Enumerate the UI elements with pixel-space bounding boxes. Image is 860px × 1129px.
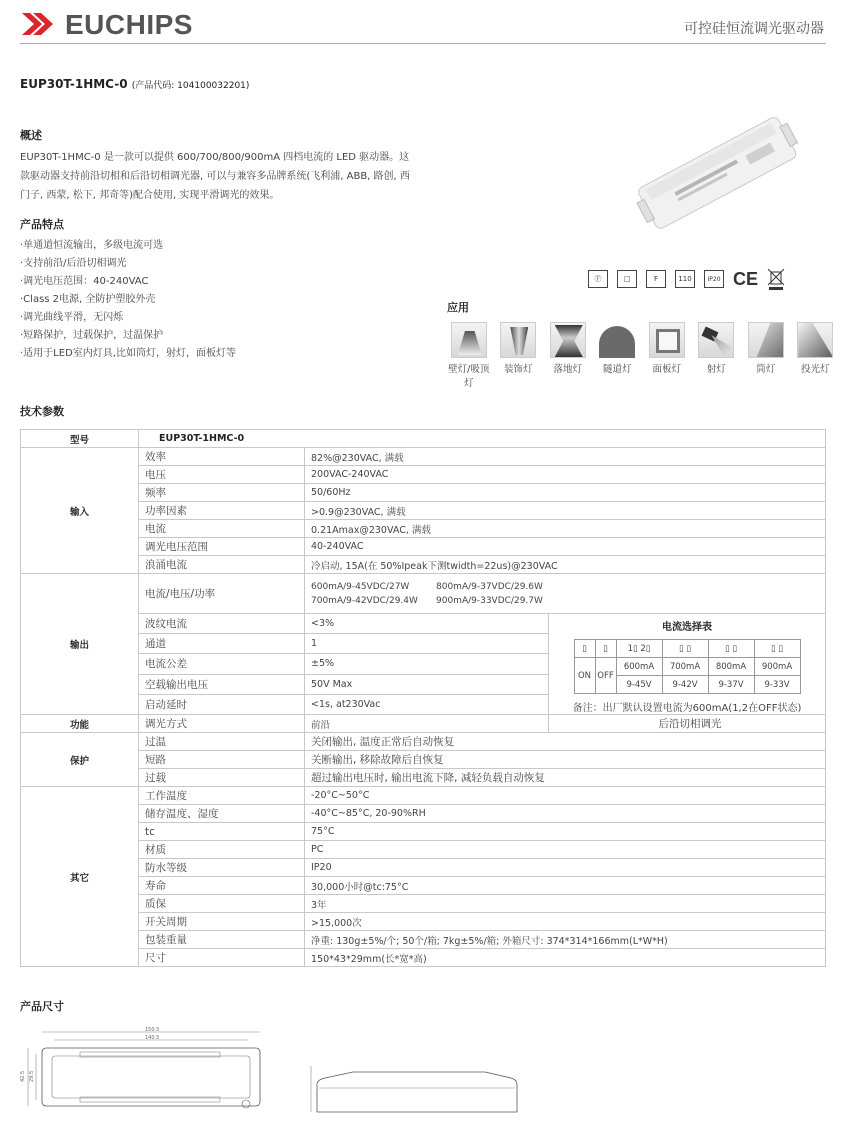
table-row: 频率 50/60Hz (21, 484, 826, 502)
table-row: 寿命 30,000小时@tc:75°C (21, 877, 826, 895)
table-row: 储存温度、湿度 -40°C~85°C, 20-90%RH (21, 805, 826, 823)
dip-switch-table: ▯ ▯ 1▯ 2▯ ▯ ▯ ▯ ▯ ▯ ▯ ON OFF 600mA 700mA 800mA 900mA 9-45V 9-42V 9-37V 9-33V (574, 639, 801, 694)
decorative-lamp-icon (500, 322, 536, 358)
table-row: 功率因素 >0.9@230VAC, 满载 (21, 502, 826, 520)
dip-switch-icon: ▯ ▯ (724, 643, 738, 654)
ip20-icon: IP20 (704, 270, 724, 288)
model-title (20, 77, 249, 91)
table-row: 短路 关断输出, 移除故障后自恢复 (21, 751, 826, 769)
app-floor: 落地灯 (543, 322, 593, 391)
table-row: 其它 工作温度 -20°C~50°C (21, 787, 826, 805)
protection-label: 保护 (21, 733, 139, 787)
app-spot: 射灯 (692, 322, 742, 391)
table-row: 输入 效率 82%@230VAC, 满载 (21, 448, 826, 466)
app-tunnel: 隧道灯 (593, 322, 643, 391)
table-row: 尺寸 150*43*29mm(长*宽*高) (21, 949, 826, 967)
dim-height-2: 29.5 (29, 1070, 35, 1082)
dip-switch-icon: ▯ (603, 643, 608, 654)
temperature-icon: 110 (675, 270, 695, 288)
spec-table (20, 429, 826, 967)
features-list (20, 237, 236, 363)
feature-item: ·调光曲线平滑，无闪烁 (20, 312, 124, 323)
floor-lamp-icon (550, 322, 586, 358)
feature-item: ·短路保护，过载保护，过温保护 (20, 330, 164, 341)
table-row (21, 430, 826, 448)
app-decorative: 装饰灯 (494, 322, 544, 391)
table-row: 启动延时 <1s, at230Vac (21, 694, 826, 714)
model-name: EUP30T-1HMC-0 (20, 77, 128, 91)
ce-icon: CE (733, 268, 759, 289)
feature-item: ·支持前沿/后沿切相调光 (20, 258, 127, 269)
table-row: 功能 调光方式 前沿 后沿切相调光 (21, 715, 826, 733)
applications-list (444, 322, 840, 391)
table-row: tc 75°C (21, 823, 826, 841)
dim-height-1: 42.5 (20, 1070, 26, 1082)
app-panel: 面板灯 (642, 322, 692, 391)
table-row: 质保 3年 (21, 895, 826, 913)
other-label: 其它 (21, 787, 139, 967)
certification-icons (588, 267, 785, 291)
feature-item: ·单通道恒流输出，多级电流可选 (20, 240, 164, 251)
floodlight-icon (797, 322, 833, 358)
dim-length-2: 140.5 (145, 1035, 160, 1041)
table-row: 保护 过温 关闭输出, 温度正常后自动恢复 (21, 733, 826, 751)
current-note: 备注：出厂默认设置电流为600mA(1,2在OFF状态) (572, 703, 802, 714)
dip-switch-icon: ▯ ▯ (678, 643, 692, 654)
model-code: (产品代码: 104100032201) (131, 81, 250, 91)
function-label: 功能 (21, 715, 139, 733)
app-downlight: 筒灯 (741, 322, 791, 391)
wall-lamp-icon (451, 322, 487, 358)
table-row: 波纹电流 <3% 电流选择表 ▯ ▯ 1▯ 2▯ ▯ ▯ ▯ ▯ ▯ ▯ ON OFF 600mA 700mA 800mA 900mA 9-45V 9-42V 9-37V 9-33V 备注：出厂默认设置电流为600mA(1,2在OFF状态) (21, 614, 826, 634)
input-label: 输入 (21, 448, 139, 574)
double-insulation-icon: □ (617, 270, 637, 288)
f-mark-icon: F (646, 270, 666, 288)
output-label: 输出 (21, 574, 139, 715)
applications-heading: 应用 (447, 301, 469, 314)
table-row: 浪涌电流 冷启动, 15A(在 50%Ipeak下测twidth=22us)@230VAC (21, 556, 826, 574)
table-row: 防水等级 IP20 (21, 859, 826, 877)
table-row: 电流公差 ±5% (21, 654, 826, 674)
table-row: 开关周期 >15,000次 (21, 913, 826, 931)
tunnel-lamp-icon (599, 322, 635, 358)
dip-switch-icon: 1▯ 2▯ (627, 643, 651, 654)
feature-item: ·适用于LED室内灯具,比如筒灯，射灯，面板灯等 (20, 348, 236, 359)
spotlight-icon (698, 322, 734, 358)
class2-icon: Ⓕ (588, 270, 608, 288)
table-row: 电流 0.21Amax@230VAC, 满载 (21, 520, 826, 538)
brand-name: EUCHIPS (65, 9, 193, 40)
features-heading: 产品特点 (20, 218, 64, 231)
panel-lamp-icon (649, 322, 685, 358)
app-wall-ceiling: 壁灯/吸顶灯 (444, 322, 494, 391)
product-photo (630, 93, 800, 253)
table-row: 材质 PC (21, 841, 826, 859)
feature-item: ·调光电压范围：40-240VAC (20, 276, 149, 287)
product-category: 可控硅恒流调光驱动器 (684, 21, 824, 37)
table-row: 包装重量 净重: 130g±5%/个; 50个/箱; 7kg±5%/箱; 外箱尺寸: 374*314*166mm(L*W*H) (21, 931, 826, 949)
app-flood: 投光灯 (791, 322, 841, 391)
table-row: 电压 200VAC-240VAC (21, 466, 826, 484)
side-view-drawing (305, 1062, 525, 1117)
downlight-icon (748, 322, 784, 358)
table-row: 调光电压范围 40-240VAC (21, 538, 826, 556)
spec-heading: 技术参数 (20, 405, 64, 418)
model-value: EUP30T-1HMC-0 (139, 430, 826, 448)
model-label: 型号 (21, 430, 139, 448)
vcp-values: 600mA/9-45VDC/27W 800mA/9-37VDC/29.6W 700mA/9-42VDC/29.4W 900mA/9-33VDC/29.7W (305, 574, 826, 614)
current-select-table: 电流选择表 ▯ ▯ 1▯ 2▯ ▯ ▯ ▯ ▯ ▯ ▯ ON OFF 600mA 700mA 800mA 900mA 9-45V 9-42V 9-37V 9-33V 备注：出厂默认设置电流为600mA(1,2在OFF状态) (549, 614, 826, 715)
dim-length-1: 150.5 (145, 1027, 160, 1033)
feature-item: ·Class 2电源, 全防护塑胶外壳 (20, 294, 156, 305)
weee-bin-icon (767, 267, 785, 291)
euchips-logo-icon (22, 13, 64, 35)
top-view-drawing (20, 1022, 280, 1122)
table-row: 空载输出电压 50V Max (21, 674, 826, 694)
dip-switch-icon: ▯ (582, 643, 587, 654)
overview-text: EUP30T-1HMC-0 是一款可以提供 600/700/800/900mA 四档电流的 LED 驱动器。这款驱动器支持前沿切相和后沿切相调光器, 可以与兼容多品牌系统(飞利浦, ABB, 路创, 西门子, 西蒙, 松下, 邦奇等)配合使用, 实现平滑调光的效果。 (20, 152, 410, 201)
table-row: 通道 1 (21, 634, 826, 654)
dip-switch-icon: ▯ ▯ (770, 643, 784, 654)
overview-heading: 概述 (20, 129, 42, 142)
table-row: 过载 超过输出电压时, 输出电流下降, 减轻负载自动恢复 (21, 769, 826, 787)
table-row: 输出 电流/电压/功率 600mA/9-45VDC/27W 800mA/9-37VDC/29.6W 700mA/9-42VDC/29.4W 900mA/9-33VDC/29.7W (21, 574, 826, 614)
dimensions-heading: 产品尺寸 (20, 1000, 64, 1013)
header-divider (20, 43, 826, 44)
